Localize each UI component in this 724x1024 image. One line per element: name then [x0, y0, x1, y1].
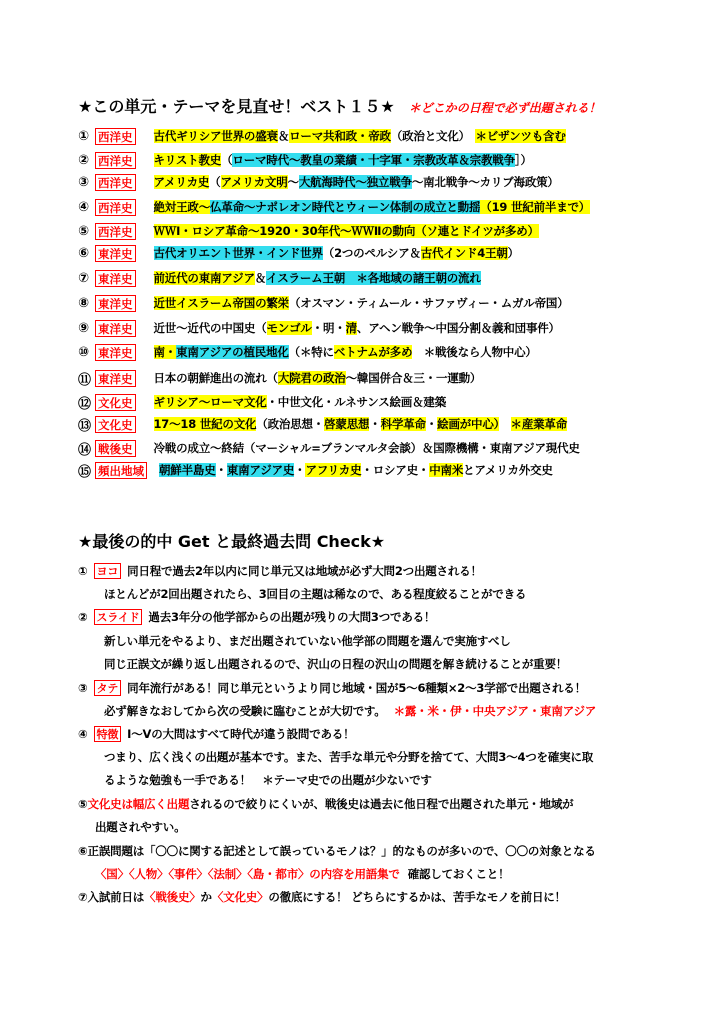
best15-item — [78, 268, 481, 288]
item-text-segment: 絶対王政〜 — [153, 200, 210, 214]
item-text-segment: ＆ — [254, 271, 267, 285]
item-text-segment: 〜韓国併合＆三・一運動） — [345, 371, 482, 385]
item-text-segment: 大航海時代〜独立戦争 — [298, 175, 412, 189]
item-text-segment: 啓蒙思想 — [324, 417, 370, 431]
item-category-tag: 戦後史 — [95, 440, 136, 457]
item-number: ⑪ — [78, 372, 92, 388]
item-category-tag: 文化史 — [95, 416, 136, 433]
item-text-segment: （ — [209, 175, 221, 189]
item-text-segment: 〜 — [287, 175, 299, 189]
best15-item — [78, 221, 539, 241]
item-category-tag: 東洋史 — [95, 245, 136, 262]
item-text-segment: 絵画が中心） — [437, 417, 500, 431]
item-text — [154, 223, 539, 239]
item-text-segment: 南・ — [153, 345, 177, 359]
item-text — [154, 270, 481, 286]
item-text-segment: 〜南北戦争〜カリブ海政策） — [411, 175, 559, 189]
item-text — [154, 245, 519, 261]
item-text-segment: 日本の朝鮮進出の流れ（ — [153, 371, 278, 385]
item-category-tag: 西洋史 — [95, 174, 136, 191]
item-number: ⑤ — [78, 223, 90, 239]
item-category-tag: 西洋史 — [95, 128, 136, 145]
point-4-text: Ⅰ〜Ⅴの大問はすべて時代が違う設問である！ — [127, 727, 355, 741]
best15-item — [78, 392, 446, 412]
point-7-text-a: 入試前日は — [87, 890, 145, 904]
item-text-segment: ］） — [514, 153, 532, 167]
item-text-segment: ・ — [425, 417, 438, 431]
point-5-number: ⑤ — [78, 797, 88, 811]
point-6-number: ⑥ — [78, 844, 88, 858]
point-3-regions: ＊露・米・伊・中央アジア・東南アジア — [393, 704, 597, 718]
item-category-tag: 東洋史 — [95, 344, 136, 361]
item-number: ⑧ — [78, 295, 90, 311]
item-text-segment: ＆ — [277, 129, 290, 143]
item-number: ⑦ — [78, 270, 90, 286]
item-text-segment: アメリカ史 — [153, 175, 210, 189]
item-text — [154, 344, 537, 360]
section1-heading: ★この単元・テーマを見直せ！ベスト１５★ — [78, 97, 395, 116]
item-text-segment: 科学革命 — [380, 417, 426, 431]
point-3-text: 同年流行がある！同じ単元というより同じ地域・国が5〜6種類×2〜3学部で出題される！ — [127, 681, 586, 695]
point-7-text-c: か — [200, 890, 212, 904]
best15-item — [78, 197, 590, 217]
item-text-segment: ＊戦後なら人物中心） — [412, 345, 537, 359]
point-3-tag: タテ — [94, 680, 122, 696]
item-text — [154, 152, 532, 168]
item-text-segment: ＊ビザンツも含む — [475, 129, 566, 143]
point-6-highlight: 〈国〉〈人物〉〈事件〉〈法制〉〈島・都市〉の内容を用語集で — [95, 867, 400, 881]
item-text — [154, 295, 569, 311]
item-text-segment: 中南米 — [429, 463, 464, 477]
point-7-postwar: 〈戦後史〉 — [144, 890, 201, 904]
item-text-segment: ＊産業革命 — [510, 417, 568, 431]
item-text-segment: アフリカ史 — [305, 463, 362, 477]
point-6-tail: 確認しておくこと！ — [407, 867, 510, 881]
item-text-segment: ・ロシア史・ — [361, 463, 430, 477]
point-7-line-1 — [78, 889, 566, 905]
point-7-number: ⑦ — [78, 890, 88, 904]
item-number: ⑨ — [78, 320, 90, 336]
item-text-segment: ＷＷⅠ・ロシア革命〜1920・30年代〜ＷＷⅡの動向（ソ連とドイツが多め） — [153, 224, 539, 238]
best15-item — [78, 150, 532, 170]
item-text-segment: （政治と文化） — [390, 129, 476, 143]
item-text-segment: 大院君の政治 — [277, 371, 346, 385]
item-number: ① — [78, 128, 90, 144]
item-text-segment: （政治思想・ — [256, 417, 325, 431]
item-text-segment: とアメリカ外交史 — [463, 463, 553, 477]
best15-item — [78, 342, 537, 362]
item-text — [154, 199, 591, 215]
item-text-segment: （＊特に — [288, 345, 334, 359]
item-text — [154, 416, 568, 432]
item-text-segment: ） — [507, 246, 519, 260]
item-text-segment: 古代オリエント世界・インド世界 — [153, 246, 323, 260]
best15-item — [78, 318, 560, 338]
item-category-tag: 東洋史 — [95, 270, 136, 287]
item-text — [154, 174, 559, 190]
point-1-line-2: ほとんどが2回出題されたら、3回目の主題は稀なので、ある程度絞ることができる — [104, 587, 527, 601]
item-text-segment: （ — [221, 153, 233, 167]
item-text-segment: キリスト教史 — [153, 153, 222, 167]
best15-item — [78, 438, 580, 458]
item-text-segment: 17〜18 世紀の文化 — [153, 417, 257, 431]
item-text-segment: ・ — [215, 463, 227, 477]
item-number: ⑬ — [78, 418, 92, 434]
point-1-tag: ヨコ — [94, 563, 122, 579]
best15-item — [78, 460, 553, 480]
item-text-segment: モンゴル — [266, 321, 312, 335]
item-number: ⑩ — [78, 344, 90, 360]
section1-title — [78, 94, 601, 117]
best15-item — [78, 368, 481, 388]
point-3-number: ③ — [78, 681, 88, 695]
point-3-line-2 — [104, 703, 596, 719]
point-5-highlight: 文化史は幅広く出題 — [87, 797, 190, 811]
item-text-segment: 古代ギリシア世界の盛衰 — [153, 129, 278, 143]
point-4-tag: 特徴 — [94, 726, 122, 742]
point-2-line-1 — [78, 609, 435, 625]
item-text-segment: 古代インド4王朝 — [420, 246, 508, 260]
item-text-segment: （2つのペルシア＆ — [322, 246, 421, 260]
item-text-segment: 近世イスラーム帝国の繁栄 — [153, 296, 289, 310]
best15-item — [78, 243, 519, 263]
section1-note: ＊どこかの日程で必ず出題される！ — [408, 101, 601, 115]
item-text-segment: ローマ共和政・帝政 — [289, 129, 391, 143]
item-text-segment: イスラーム王朝 ＊各地域の諸王朝の流れ — [266, 271, 481, 285]
point-1-number: ① — [78, 564, 88, 578]
point-6-text: 正誤問題は「〇〇に関する記述として誤っているモノは？」的なものが多いので、〇〇の対象となる — [87, 844, 596, 858]
item-number: ⑫ — [78, 396, 92, 412]
section2-heading: ★最後の的中 Get と最終過去問 Check★ — [78, 532, 386, 551]
point-2-text: 過去3年分の他学部からの出題が残りの大問3つである！ — [148, 610, 436, 624]
item-text-segment: ローマ時代〜教皇の業績・十字軍・宗教改革＆宗教戦争 — [232, 153, 515, 167]
item-number: ⑭ — [78, 442, 92, 458]
best15-item — [78, 293, 569, 313]
point-4-line-2: つまり、広く浅くの出題が基本です。また、苦手な単元や分野を捨てて、大問3〜4つを確実に取 — [104, 750, 594, 764]
item-text-segment: 仏革命〜ナポレオン時代とウィーン体制の成立と動揺 — [210, 200, 481, 214]
item-category-tag: 東洋史 — [95, 370, 136, 387]
item-category-tag: 東洋史 — [95, 320, 136, 337]
item-number: ④ — [78, 199, 90, 215]
item-text-segment: 清 — [345, 321, 357, 335]
item-text-segment: ギリシア〜ローマ文化 — [153, 395, 267, 409]
point-2-line-2: 新しい単元をやるより、まだ出題されていない他学部の問題を選んで実施すべし — [104, 634, 511, 648]
item-text-segment: （オスマン・ティムール・サファヴィー・ムガル帝国） — [288, 296, 569, 310]
item-category-tag: 西洋史 — [95, 199, 136, 216]
item-text-segment: ・明・ — [311, 321, 346, 335]
item-text — [154, 370, 482, 386]
best15-item — [78, 126, 566, 146]
item-text-segment: （19 世紀前半まで） — [480, 200, 591, 214]
item-text-segment: ・ — [369, 417, 381, 431]
item-text — [154, 394, 447, 410]
point-6-line-2 — [95, 866, 509, 882]
best15-item — [78, 172, 559, 192]
item-category-tag: 東洋史 — [95, 295, 136, 312]
point-2-number: ② — [78, 610, 88, 624]
point-4-line-3: るような勉強も一手である！ ＊テーマ史での出題が少ないです — [104, 773, 432, 787]
item-category-tag: 文化史 — [95, 394, 136, 411]
item-category-tag: 西洋史 — [95, 223, 136, 240]
point-5-line-1 — [78, 796, 573, 812]
point-5-line-2: 出題されやすい。 — [95, 820, 186, 834]
item-text-segment: 東南アジアの植民地化 — [176, 345, 289, 359]
point-1-text: 同日程で過去2年以内に同じ単元又は地域が必ず大問2つ出題される！ — [127, 564, 482, 578]
item-text-segment: ・中世文化・ルネサンス絵画＆建築 — [266, 395, 447, 409]
point-1-line-1 — [78, 563, 482, 579]
item-text-segment: アメリカ文明 — [220, 175, 288, 189]
point-4-number: ④ — [78, 727, 88, 741]
point-5-text: されるので絞りにくいが、戦後史は過去に他日程で出題された単元・地域が — [189, 797, 574, 811]
item-text-segment: 冷戦の成立〜終結（マーシャル=ブランマルタ会談）＆国際機構・東南アジア現代史 — [153, 441, 580, 455]
item-text-segment: ベトナムが多め — [333, 345, 413, 359]
item-text-segment: 朝鮮半島史 — [159, 463, 216, 477]
item-category-tag: 西洋史 — [95, 152, 136, 169]
item-text-segment: 近世〜近代の中国史（ — [153, 321, 267, 335]
item-text — [154, 320, 560, 336]
item-category-tag: 頻出地域 — [95, 462, 147, 479]
item-text — [154, 128, 566, 144]
item-text-segment — [499, 417, 510, 431]
point-7-culture: 〈文化史〉 — [211, 890, 269, 904]
item-text-segment: 前近代の東南アジア — [153, 271, 255, 285]
item-number: ⑥ — [78, 245, 90, 261]
point-7-text-e: の徹底にする！ どちらにするかは、苦手なモノを前日に！ — [268, 890, 566, 904]
point-6-line-1 — [78, 843, 596, 859]
point-3-text-2: 必ず解きなおしてから次の受験に臨むことが大切です。 — [104, 704, 386, 718]
item-text-segment: ・ — [294, 463, 306, 477]
best15-item — [78, 414, 567, 434]
item-text — [159, 462, 553, 478]
item-text-segment: 、アヘン戦争〜中国分割＆義和団事件） — [356, 321, 560, 335]
item-number: ⑮ — [78, 464, 92, 480]
point-2-tag: スライド — [94, 609, 143, 625]
item-text-segment: 東南アジア史 — [226, 463, 295, 477]
point-4-line-1 — [78, 726, 354, 742]
item-number: ③ — [78, 174, 90, 190]
item-number: ② — [78, 152, 90, 168]
section2-title — [78, 529, 385, 552]
item-text — [154, 440, 580, 456]
point-2-line-3: 同じ正誤文が繰り返し出題されるので、沢山の日程の沢山の問題を解き続けることが重要！ — [104, 657, 568, 671]
point-3-line-1 — [78, 680, 586, 696]
